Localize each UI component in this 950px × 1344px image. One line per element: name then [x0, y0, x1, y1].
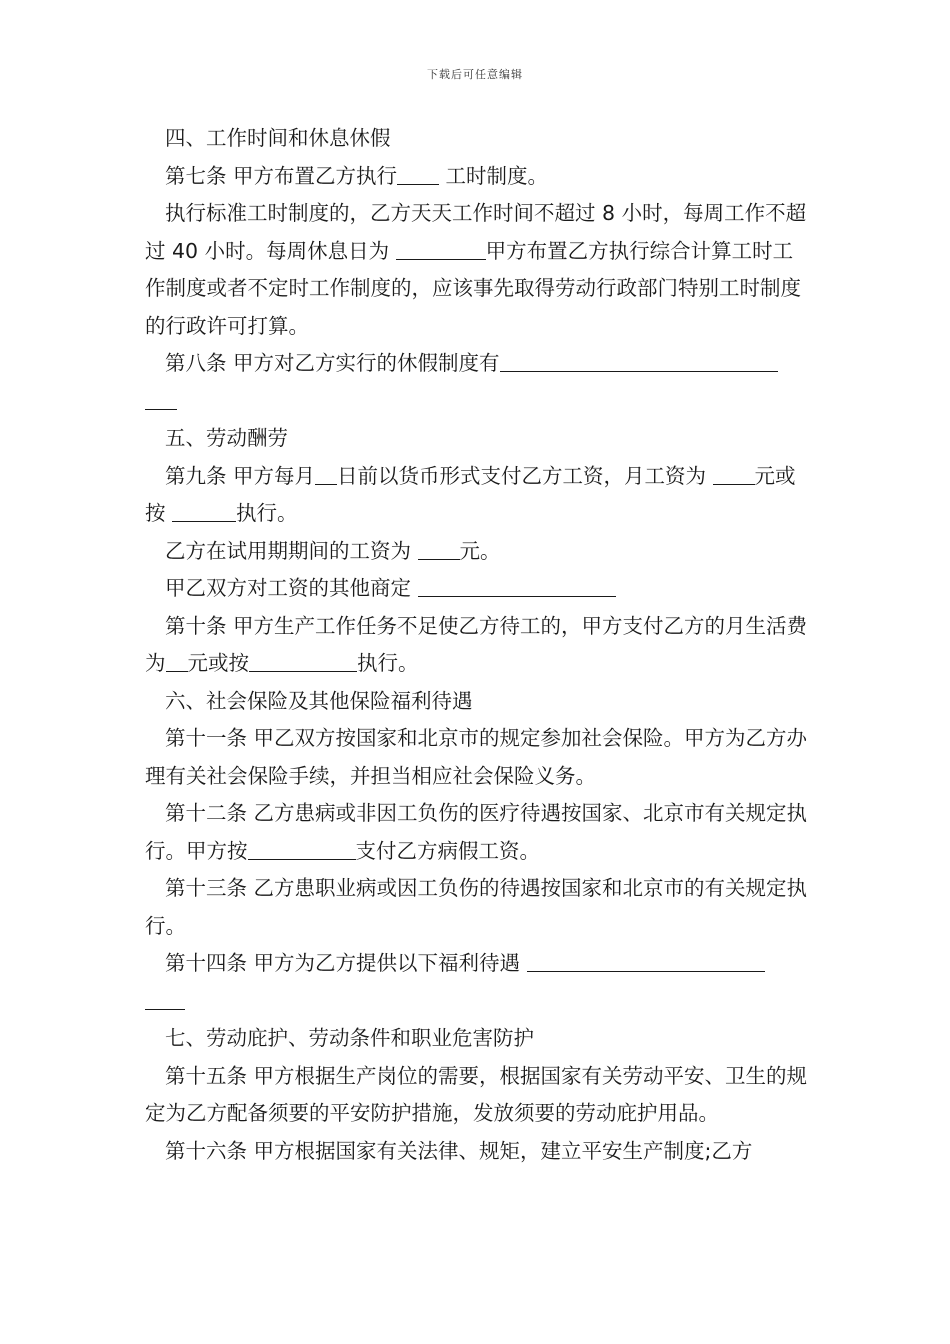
article-7-paragraph: 执行标准工时制度的，乙方天天工作时间不超过 8 小时，每周工作不超过 40 小时。每周休息日为 甲方布置乙方执行综合计算工时工作制度或者不定时工作制度的，应该事先取得劳动行政部门特别工时制度的行政许可打算。 — [145, 201, 807, 338]
article-10: 第十条 甲方生产工作任务不足使乙方待工的，甲方支付乙方的月生活费为 元或按 执行。 — [145, 613, 808, 675]
blank-line — [145, 387, 177, 410]
article-11: 第十一条 甲乙双方按国家和北京市的规定参加社会保险。甲方为乙方办理有关社会保险手续，并担当相应社会保险义务。 — [145, 726, 808, 788]
blank-line — [172, 499, 236, 522]
section-6-title: 六、社会保险及其他保险福利待遇 — [165, 688, 473, 713]
blank-line — [713, 462, 755, 485]
article-15: 第十五条 甲方根据生产岗位的需要，根据国家有关劳动平安、卫生的规定为乙方配备须要的平安防护措施，发放须要的劳动庇护用品。 — [145, 1063, 808, 1125]
section-5-title: 五、劳动酬劳 — [165, 426, 288, 450]
article-13: 第十三条 乙方患职业病或因工负伤的待遇按国家和北京市的有关规定执行。 — [145, 876, 808, 938]
blank-line — [249, 649, 357, 672]
other-wage-terms: 甲乙双方对工资的其他商定 — [145, 570, 807, 608]
section-4-title: 四、工作时间和休息休假 — [165, 126, 391, 150]
trial-wage: 乙方在试用期期间的工资为 元。 — [165, 538, 501, 563]
section-7-title: 七、劳动庇护、劳动条件和职业危害防护 — [165, 1026, 534, 1050]
document-body — [145, 120, 807, 1170]
blank-line — [315, 462, 337, 485]
article-14: 第十四条 甲方为乙方提供以下福利待遇 — [145, 945, 807, 1020]
blank-line — [527, 949, 765, 972]
article-16: 第十六条 甲方根据国家有关法律、规矩，建立平安生产制度;乙方 — [165, 1138, 753, 1163]
blank-line — [396, 237, 486, 260]
article-9: 第九条 甲方每月 日前以货币形式支付乙方工资，月工资为 元或按 执行。 — [145, 463, 796, 525]
blank-line — [248, 837, 356, 860]
blank-line — [500, 349, 778, 372]
page-header: 下载后可任意编辑 — [427, 68, 523, 81]
article-12: 第十二条 乙方患病或非因工负伤的医疗待遇按国家、北京市有关规定执行。甲方按 支付乙方病假工资。 — [145, 801, 808, 863]
blank-line — [418, 537, 460, 560]
article-7: 第七条 甲方布置乙方执行 工时制度。 — [165, 163, 549, 188]
blank-line — [145, 987, 185, 1010]
article-8: 第八条 甲方对乙方实行的休假制度有 — [145, 345, 807, 420]
blank-line — [418, 574, 616, 597]
blank-line — [166, 649, 188, 672]
blank-line — [397, 162, 439, 185]
